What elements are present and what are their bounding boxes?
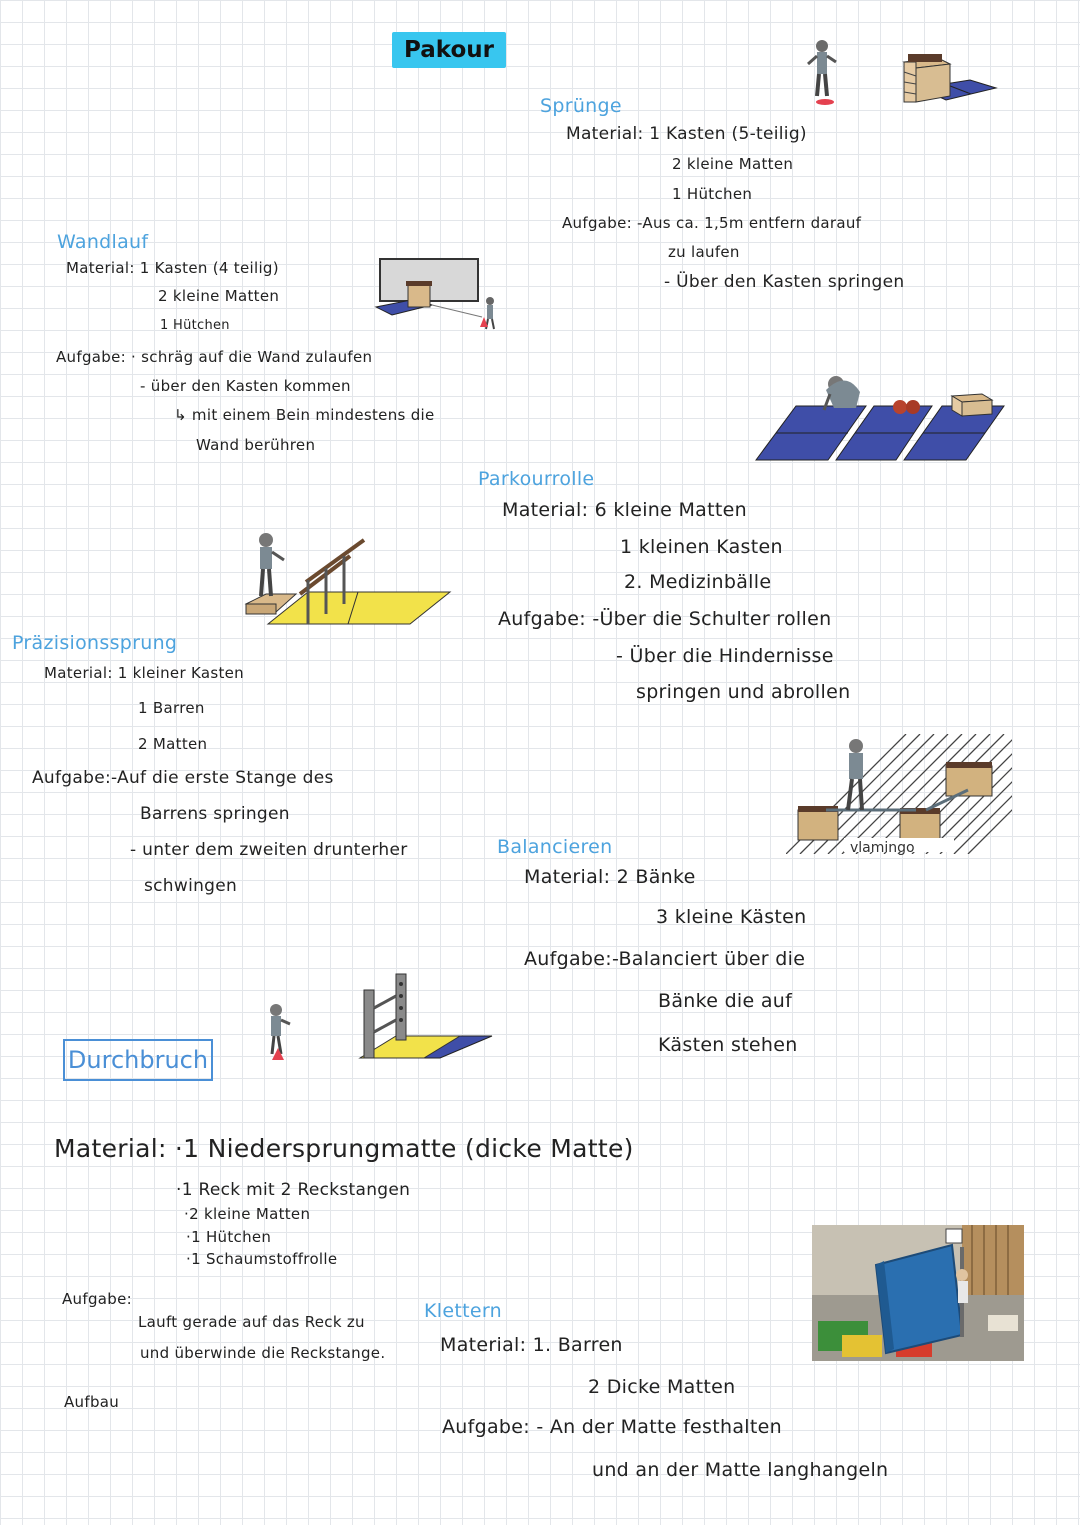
person-figure <box>808 40 836 105</box>
spruenge-illustration <box>800 38 1000 108</box>
spruenge-heading: Sprünge <box>540 95 622 117</box>
spruenge-aufgabe-3: - Über den Kasten springen <box>664 272 905 292</box>
wandlauf-illustration <box>372 255 512 335</box>
page-title: Pakour <box>392 32 506 68</box>
praezision-material-1: Material: 1 kleiner Kasten <box>44 664 244 682</box>
praezision-material-2: 1 Barren <box>138 699 205 717</box>
klettern-material-2: 2 Dicke Matten <box>588 1376 736 1398</box>
praezision-material-3: 2 Matten <box>138 735 208 753</box>
spruenge-material-1: Material: 1 Kasten (5-teilig) <box>566 124 807 144</box>
gym-scene <box>812 1225 1024 1361</box>
praezision-aufgabe-2: Barrens springen <box>140 804 290 824</box>
balancieren-aufgabe-2: Bänke die auf <box>658 990 793 1012</box>
wandlauf-heading: Wandlauf <box>57 231 149 253</box>
balancieren-aufgabe-3: Kästen stehen <box>658 1034 798 1056</box>
durchbruch-aufbau: Aufbau <box>64 1393 120 1411</box>
klettern-photo <box>812 1225 1024 1361</box>
person-figure <box>270 1004 290 1060</box>
parkourrolle-aufgabe-1: Aufgabe: -Über die Schulter rollen <box>498 608 832 630</box>
parkourrolle-aufgabe-3: springen und abrollen <box>636 681 851 703</box>
wandlauf-material-2: 2 kleine Matten <box>158 287 280 305</box>
spruenge-material-3: 1 Hütchen <box>672 185 753 203</box>
durchbruch-illustration <box>264 972 496 1064</box>
wandlauf-aufgabe-4: Wand berühren <box>196 436 316 454</box>
durchbruch-aufgabe-2: und überwinde die Reckstange. <box>140 1344 386 1362</box>
parkourrolle-aufgabe-2: - Über die Hindernisse <box>616 645 834 667</box>
praezision-aufgabe-1: Aufgabe:-Auf die erste Stange des <box>32 768 334 788</box>
klettern-aufgabe-2: und an der Matte langhangeln <box>592 1459 889 1481</box>
wandlauf-aufgabe-2: - über den Kasten kommen <box>140 377 351 395</box>
durchbruch-aufgabe-1: Lauft gerade auf das Reck zu <box>138 1313 365 1331</box>
box-figure <box>904 54 950 102</box>
praezision-heading: Präzisionssprung <box>12 632 178 654</box>
parkourrolle-material-1: Material: 6 kleine Matten <box>502 499 747 521</box>
balancieren-illustration <box>786 734 1012 854</box>
wandlauf-aufgabe-1: Aufgabe: · schräg auf die Wand zulaufen <box>56 348 373 366</box>
wandlauf-material-3: 1 Hütchen <box>160 318 230 333</box>
spruenge-aufgabe-2: zu laufen <box>668 243 740 261</box>
praezision-illustration <box>246 532 452 634</box>
klettern-material-1: Material: 1. Barren <box>440 1334 623 1356</box>
balancieren-watermark: vlamingo <box>850 840 915 856</box>
rolling-person <box>824 376 860 410</box>
klettern-heading: Klettern <box>424 1300 502 1322</box>
durchbruch-heading: Durchbruch <box>63 1039 213 1081</box>
durchbruch-material-4: ·1 Hütchen <box>186 1228 272 1246</box>
wandlauf-material-1: Material: 1 Kasten (4 teilig) <box>66 259 279 277</box>
balancieren-aufgabe-1: Aufgabe:-Balanciert über die <box>524 948 806 970</box>
durchbruch-material-3: ·2 kleine Matten <box>184 1205 311 1223</box>
klettern-aufgabe-1: Aufgabe: - An der Matte festhalten <box>442 1416 782 1438</box>
parkourrolle-material-3: 2. Medizinbälle <box>624 571 772 593</box>
praezision-aufgabe-3: - unter dem zweiten drunterher <box>130 840 408 860</box>
parkourrolle-heading: Parkourrolle <box>478 468 595 490</box>
balancieren-material-1: Material: 2 Bänke <box>524 866 696 888</box>
spruenge-aufgabe-1: Aufgabe: -Aus ca. 1,5m entfern darauf <box>562 214 862 232</box>
durchbruch-material-2: ·1 Reck mit 2 Reckstangen <box>176 1180 411 1200</box>
praezision-aufgabe-4: schwingen <box>144 876 238 896</box>
durchbruch-material-1: Material: ·1 Niedersprungmatte (dicke Matte) <box>54 1134 634 1163</box>
spruenge-material-2: 2 kleine Matten <box>672 155 794 173</box>
balancieren-heading: Balancieren <box>497 836 613 858</box>
durchbruch-aufgabe-label: Aufgabe: <box>62 1290 132 1308</box>
balancieren-material-2: 3 kleine Kästen <box>656 906 807 928</box>
parkourrolle-illustration <box>756 370 1006 470</box>
durchbruch-material-5: ·1 Schaumstoffrolle <box>186 1250 338 1268</box>
wandlauf-aufgabe-3: ↳ mit einem Bein mindestens die <box>174 406 435 424</box>
parkourrolle-material-2: 1 kleinen Kasten <box>620 536 783 558</box>
